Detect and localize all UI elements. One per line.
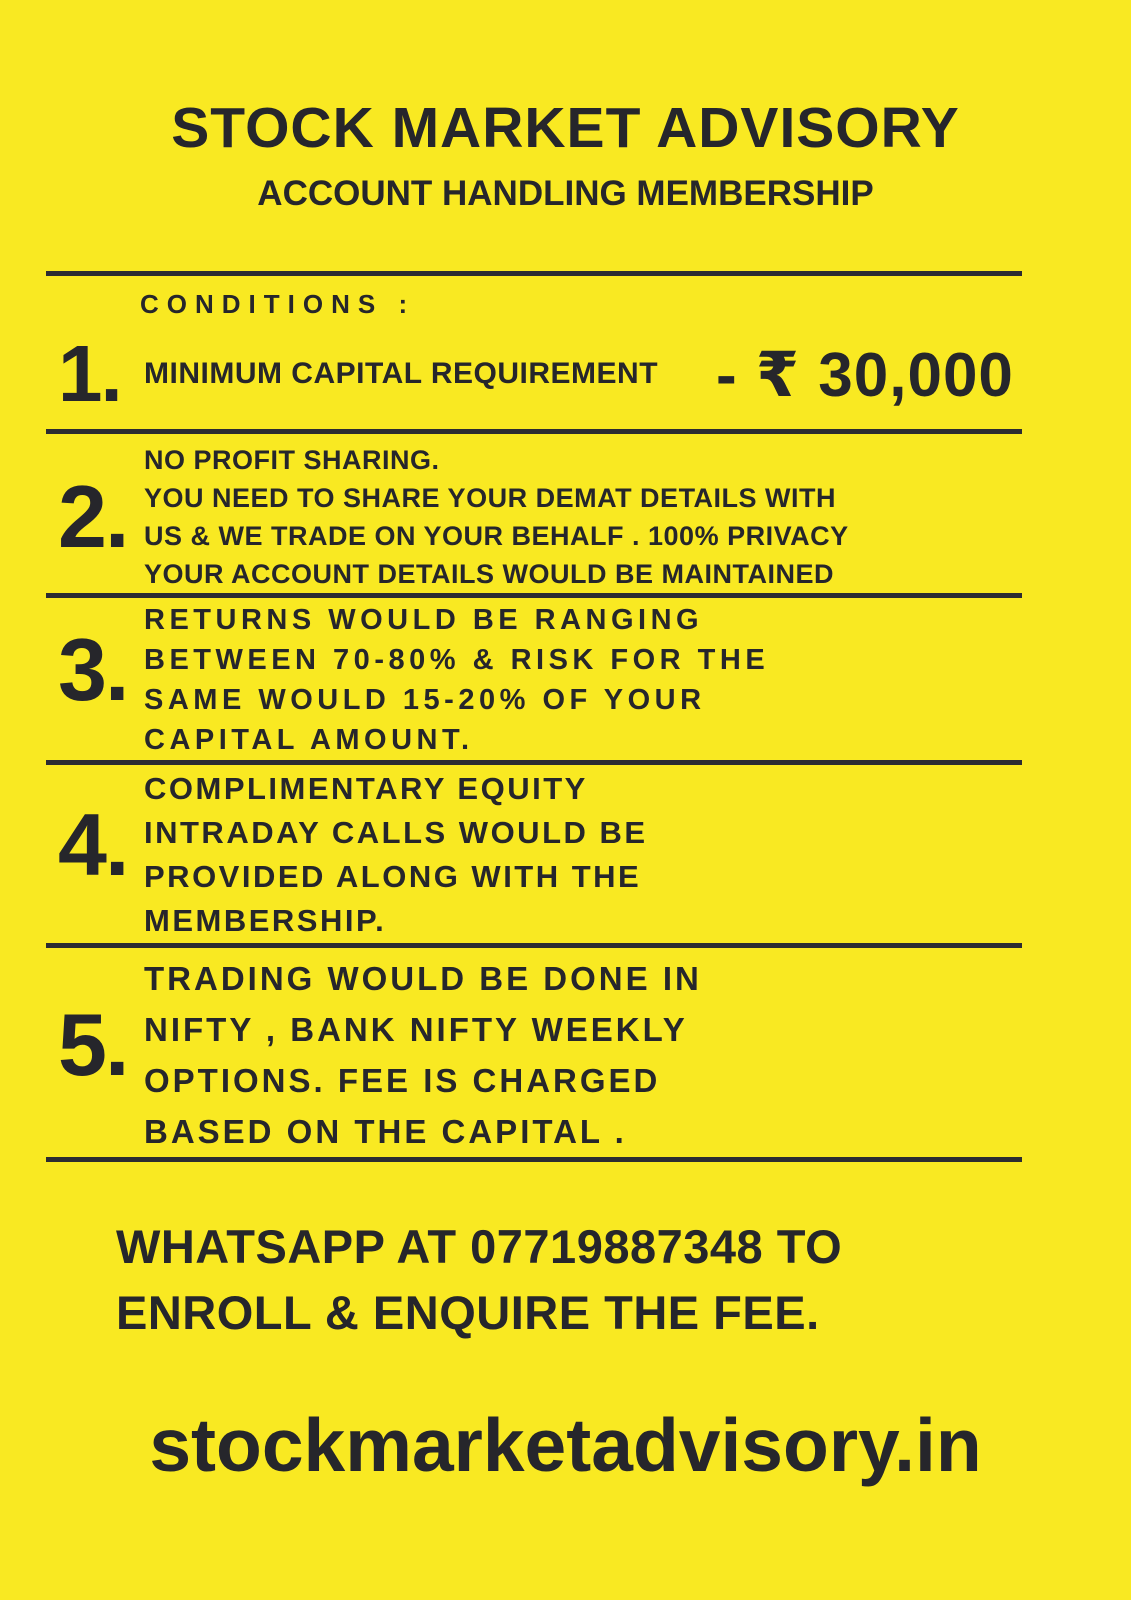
condition-5-row xyxy=(58,948,1131,1157)
condition-2-number: 2. xyxy=(58,467,128,566)
condition-5-text xyxy=(144,953,702,1157)
condition-text-line: COMPLIMENTARY EQUITY xyxy=(144,771,588,806)
condition-3-number: 3. xyxy=(58,620,128,719)
whatsapp-cta-line1: WHATSAPP AT 07719887348 TO xyxy=(116,1220,843,1273)
condition-text-line: YOUR ACCOUNT DETAILS WOULD BE MAINTAINED xyxy=(144,559,834,589)
condition-text-line: MEMBERSHIP. xyxy=(144,903,387,938)
condition-text-line: OPTIONS. FEE IS CHARGED xyxy=(144,1062,661,1099)
condition-2-row xyxy=(58,434,1131,593)
condition-text-line: RETURNS WOULD BE RANGING xyxy=(144,604,704,636)
condition-1-label: MINIMUM CAPITAL REQUIREMENT xyxy=(144,357,659,390)
condition-1-body xyxy=(144,338,1014,411)
conditions-heading: CONDITIONS : xyxy=(140,289,416,319)
condition-text-line: TRADING WOULD BE DONE IN xyxy=(144,960,702,997)
condition-text-line: INTRADAY CALLS WOULD BE xyxy=(144,815,648,850)
page-title: STOCK MARKET ADVISORY xyxy=(171,96,960,160)
page-subtitle: ACCOUNT HANDLING MEMBERSHIP xyxy=(257,174,874,213)
condition-4-number: 4. xyxy=(58,795,128,894)
condition-1-row xyxy=(58,319,1131,429)
divider xyxy=(46,271,1022,276)
condition-3-text xyxy=(144,600,769,760)
whatsapp-cta xyxy=(116,1214,1131,1346)
divider xyxy=(46,1157,1022,1162)
condition-2-text xyxy=(144,441,849,593)
condition-text-line: YOU NEED TO SHARE YOUR DEMAT DETAILS WITH xyxy=(144,483,837,513)
condition-5-number: 5. xyxy=(58,995,128,1094)
condition-text-line: NO PROFIT SHARING. xyxy=(144,445,440,475)
condition-text-line: SAME WOULD 15-20% OF YOUR xyxy=(144,684,706,716)
whatsapp-cta-line2: ENROLL & ENQUIRE THE FEE. xyxy=(116,1286,820,1339)
condition-text-line: NIFTY , BANK NIFTY WEEKLY xyxy=(144,1011,688,1048)
condition-1-number: 1. xyxy=(58,329,121,418)
condition-text-line: BASED ON THE CAPITAL . xyxy=(144,1113,627,1150)
condition-text-line: US & WE TRADE ON YOUR BEHALF . 100% PRIVACY xyxy=(144,521,849,551)
condition-4-row xyxy=(58,765,1131,943)
condition-3-row xyxy=(58,598,1131,760)
condition-text-line: BETWEEN 70-80% & RISK FOR THE xyxy=(144,644,770,676)
condition-text-line: PROVIDED ALONG WITH THE xyxy=(144,859,642,894)
capital-amount: - ₹ 30,000 xyxy=(716,340,1014,410)
website-url: stockmarketadvisory.in xyxy=(149,1403,982,1487)
condition-4-text xyxy=(144,767,648,943)
condition-text-line: CAPITAL AMOUNT. xyxy=(144,724,474,756)
